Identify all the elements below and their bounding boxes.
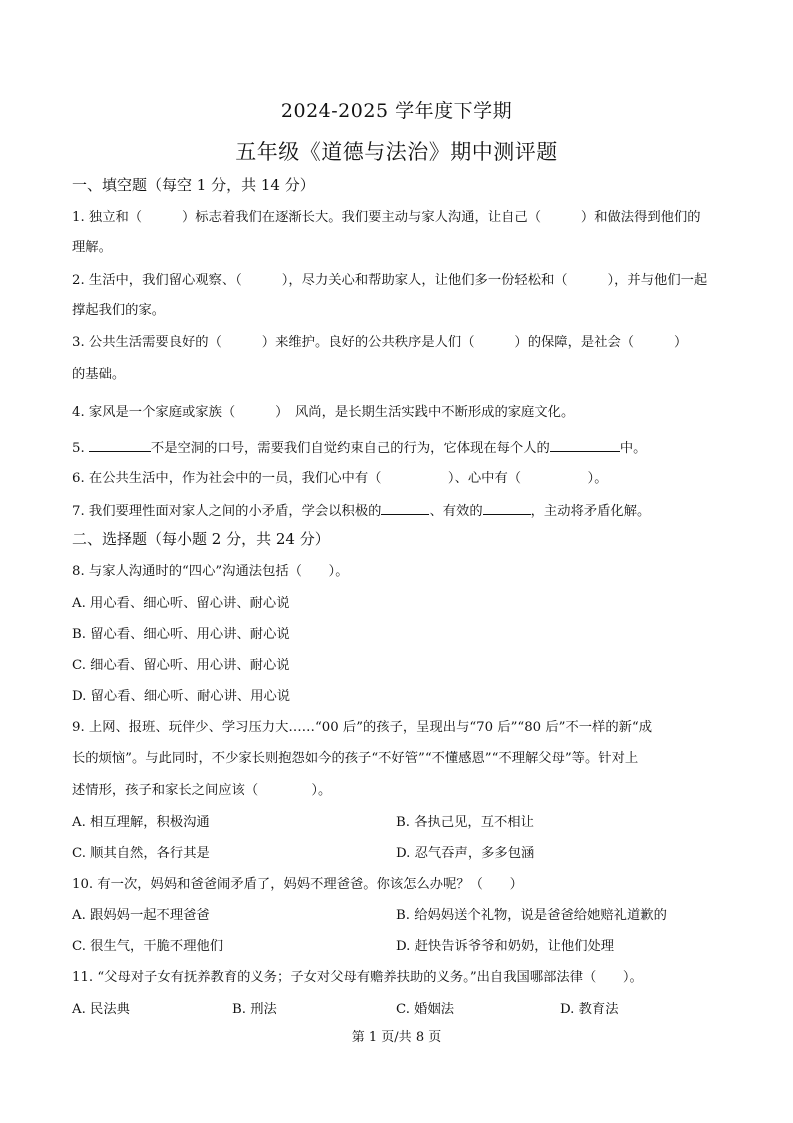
question-9-options-row-1	[72, 815, 732, 831]
answer-blank[interactable]	[89, 439, 151, 452]
question-10-options-row-1	[72, 908, 732, 924]
question-11-option-c: C. 婚姻法	[396, 1002, 455, 1017]
page-number: 第 1 页/共 8 页	[351, 1030, 442, 1045]
section-heading-fill-blank: 一、填空题（每空 1 分，共 14 分）	[72, 176, 315, 194]
question-10-options-row-2	[72, 939, 732, 955]
question-3-line-1: 3. 公共生活需要良好的（ ）来维护。良好的公共秩序是人们（ ）的保障，是社会（ ）	[72, 335, 688, 350]
question-1-line-2: 理解。	[72, 240, 112, 255]
question-9-option-d: D. 忍气吞声，多多包涵	[396, 846, 535, 861]
question-10-option-b: B. 给妈妈送个礼物，说是爸爸给她赔礼道歉的	[396, 908, 667, 923]
question-10-option-d: D. 赶快告诉爷爷和奶奶，让他们处理	[396, 939, 615, 954]
question-9-option-c: C. 顺其自然，各行其是	[72, 846, 210, 861]
question-1-line-1: 1. 独立和（ ）标志着我们在逐渐长大。我们要主动与家人沟通，让自己（ ）和做法得到他们的	[72, 210, 701, 225]
question-6: 6. 在公共生活中，作为社会中的一员，我们心中有（ ）、心中有（ ）。	[72, 471, 608, 486]
question-10-option-c: C. 很生气，干脆不理他们	[72, 939, 224, 954]
question-4: 4. 家风是一个家庭或家族（ ） 风尚，是长期生活实践中不断形成的家庭文化。	[72, 405, 575, 420]
question-8: 8. 与家人沟通时的“四心”沟通法包括（ ）。	[72, 564, 349, 579]
question-11-option-a: A. 民法典	[72, 1002, 130, 1017]
question-9-line-1: 9. 上网、报班、玩伴少、学习压力大……“00 后”的孩子，呈现出与“70 后”“80 后”不一样的新“成	[72, 720, 653, 735]
question-9-option-a: A. 相互理解，积极沟通	[72, 815, 210, 830]
question-8-option-c: C. 细心看、留心听、用心讲、耐心说	[72, 658, 290, 673]
question-8-option-a: A. 用心看、细心听、留心讲、耐心说	[72, 596, 290, 611]
question-7-text-a: 7. 我们要理性面对家人之间的小矛盾，学会以积极的	[72, 504, 382, 519]
question-9-option-b: B. 各执己见，互不相让	[396, 815, 534, 830]
question-8-option-d: D. 留心看、细心听、耐心讲、用心说	[72, 689, 291, 704]
section-heading-multiple-choice: 二、选择题（每小题 2 分，共 24 分）	[72, 530, 330, 548]
question-9-line-2: 长的烦恼”。与此同时，不少家长则抱怨如今的孩子“不好管”“不懂感恩”“不理解父母”等。针对上	[72, 751, 639, 766]
answer-blank[interactable]	[381, 502, 429, 515]
question-9-options-row-2	[72, 846, 732, 862]
question-11: 11. “父母对子女有抚养教育的义务；子女对父母有赡养扶助的义务。”出自我国哪部法律（ ）。	[72, 970, 643, 985]
question-7	[72, 502, 732, 520]
question-3-line-2: 的基础。	[72, 367, 126, 382]
question-11-option-b: B. 刑法	[232, 1002, 277, 1017]
question-5-number: 5.	[72, 441, 89, 456]
question-9-line-3: 述情形，孩子和家长之间应该（ ）。	[72, 783, 332, 798]
question-2-line-2: 撑起我们的家。	[72, 303, 166, 318]
question-5-text: 不是空洞的口号，需要我们自觉约束自己的行为，它体现在每个人的	[150, 441, 550, 456]
question-5	[72, 439, 732, 457]
question-10: 10. 有一次，妈妈和爸爸闹矛盾了，妈妈不理爸爸。你该怎么办呢？（ ）	[72, 877, 523, 892]
question-8-option-b: B. 留心看、细心听、用心讲、耐心说	[72, 627, 290, 642]
exam-title-subject: 五年级《道德与法治》期中测评题	[235, 140, 558, 164]
question-2-line-1: 2. 生活中，我们留心观察、（ ），尽力关心和帮助家人，让他们多一份轻松和（ ），并与他们一起	[72, 273, 708, 288]
question-5-end: 中。	[619, 441, 647, 456]
answer-blank[interactable]	[550, 439, 620, 452]
question-7-text-b: 、有效的	[429, 504, 483, 519]
answer-blank[interactable]	[483, 502, 531, 515]
question-7-text-c: ，主动将矛盾化解。	[530, 504, 651, 519]
question-10-option-a: A. 跟妈妈一起不理爸爸	[72, 908, 210, 923]
exam-title-year: 2024-2025 学年度下学期	[280, 100, 513, 122]
question-11-option-d: D. 教育法	[560, 1002, 619, 1017]
